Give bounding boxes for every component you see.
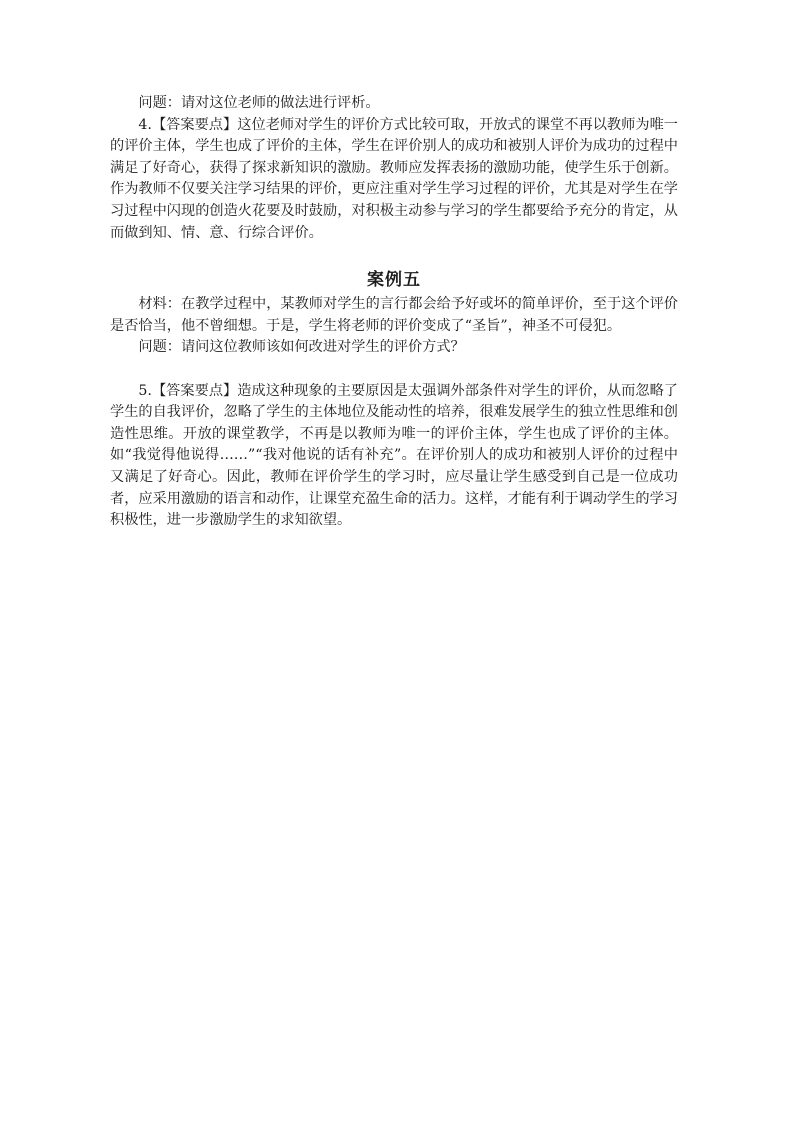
case5-title: 案例五 (367, 270, 421, 291)
document-page (110, 93, 678, 532)
case4-question: 问题：请对这位老师的做法进行评析。 (138, 95, 380, 111)
case5-material: 材料：在教学过程中，某教师对学生的言行都会给予好或坏的简单评价，至于这个评价是否恰当，他不曾细想。于是，学生将老师的评价变成了“圣旨”，神圣不可侵犯。 (110, 296, 678, 334)
case5-question: 问题：请问这位教师该如何改进对学生的评价方式？ (138, 339, 465, 356)
spacer (110, 359, 678, 381)
case4-answer: 4.【答案要点】这位老师对学生的评价方式比较可取，开放式的课堂不再以教师为唯一的评价主体，学生也成了评价的主体，学生在评价别人的成功和被别人评价为成功的过程中满足了好奇心，获得了探求新知识的激励。教师应发挥表扬的激励功能，使学生乐于创新。作为教师不仅要关注学习结果的评价，更应注重对学生学习过程的评价，尤其是对学生在学习过程中闪现的创造火花要及时鼓励，对积极主动参与学习的学生都要给予充分的肯定，从而做到知、情、意、行综合评价。 (110, 116, 678, 241)
spacer (110, 244, 678, 268)
case5-answer: 5.【答案要点】造成这种现象的主要原因是太强调外部条件对学生的评价，从而忽略了学生的自我评价，忽略了学生的主体地位及能动性的培养，很难发展学生的独立性思维和创造性思维。开放的课堂教学，不再是以教师为唯一的评价主体，学生也成了评价的主体。如“我觉得他说得……”“我对他说的话有补充”。在评价别人的成功和被别人评价的过程中又满足了好奇心。因此，教师在评价学生的学习时，应尽量让学生感受到自己是一位成功者，应采用激励的语言和动作，让课堂充盈生命的活力。这样，才能有利于调动学生的学习积极性，进一步激励学生的求知欲望。 (110, 382, 678, 529)
